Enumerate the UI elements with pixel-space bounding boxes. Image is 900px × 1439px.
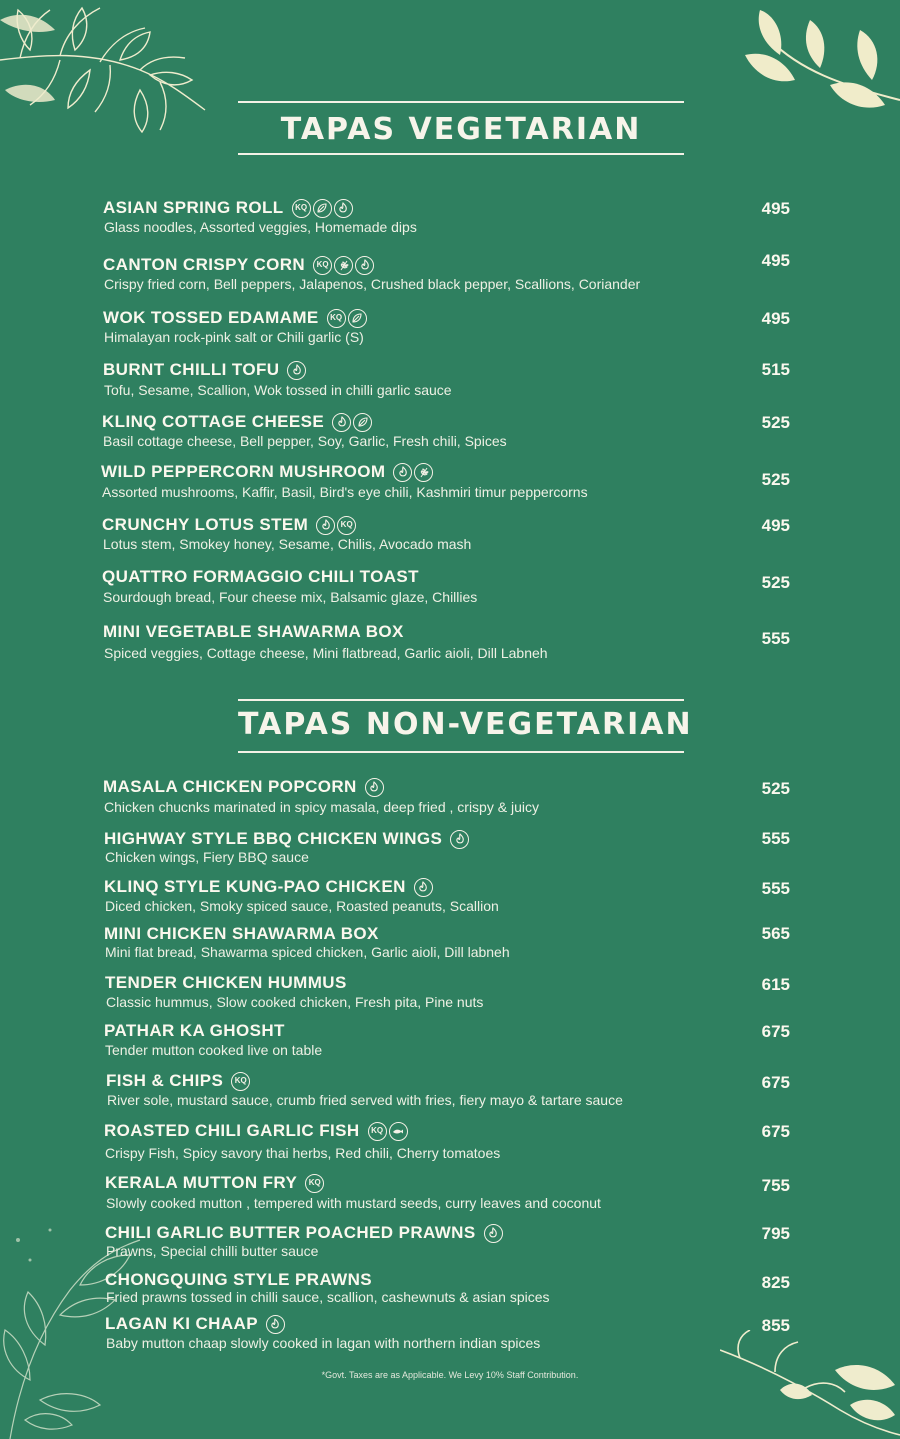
item-price: 555: [761, 879, 790, 898]
chili-icon: [355, 256, 374, 275]
item-description: Tofu, Sesame, Scallion, Wok tossed in chilli garlic sauce: [104, 382, 452, 398]
item-price: 675: [761, 1022, 790, 1041]
item-name-text: MINI CHICKEN SHAWARMA BOX: [104, 924, 379, 943]
item-name-text: CRUNCHY LOTUS STEM: [102, 515, 309, 534]
item-name-text: KLINQ STYLE KUNG-PAO CHICKEN: [104, 877, 406, 896]
leaf-icon: [348, 309, 367, 328]
dietary-icons: [450, 830, 469, 849]
kq-badge-icon: KQ: [231, 1072, 250, 1091]
item-name: [105, 1270, 372, 1290]
item-name: [103, 255, 374, 275]
chili-icon: [334, 199, 353, 218]
item-description: Slowly cooked mutton , tempered with mustard seeds, curry leaves and coconut: [106, 1195, 601, 1211]
item-price: 495: [761, 199, 790, 218]
item-description: Basil cottage cheese, Bell pepper, Soy, Garlic, Fresh chili, Spices: [103, 433, 507, 449]
item-name: [104, 924, 379, 944]
dietary-icons: [231, 1072, 250, 1091]
item-description: Diced chicken, Smoky spiced sauce, Roasted peanuts, Scallion: [105, 898, 499, 914]
item-name-text: ASIAN SPRING ROLL: [103, 198, 284, 217]
dietary-icons: [313, 256, 374, 275]
kq-badge-icon: KQ: [305, 1174, 324, 1193]
chili-icon: [287, 361, 306, 380]
item-price: 565: [761, 924, 790, 943]
item-price: 795: [761, 1224, 790, 1243]
dietary-icons: [368, 1122, 408, 1141]
dietary-icons: [365, 778, 384, 797]
item-name-text: CHONGQUING STYLE PRAWNS: [105, 1270, 373, 1289]
item-name-text: FISH & CHIPS: [106, 1071, 224, 1090]
chili-icon: [414, 878, 433, 897]
item-description: Crispy fried corn, Bell peppers, Jalapenos, Crushed black pepper, Scallions, Coriander: [104, 276, 641, 292]
item-name: [101, 462, 433, 482]
chili-icon: [365, 778, 384, 797]
item-name: [105, 973, 347, 993]
section-header-non-vegetarian: [238, 699, 693, 753]
leaf-icon: [353, 413, 372, 432]
item-price: 675: [761, 1122, 790, 1141]
leaf-decoration-top-right: [740, 0, 900, 140]
chili-icon: [484, 1224, 503, 1243]
item-name-text: MINI VEGETABLE SHAWARMA BOX: [103, 622, 404, 641]
item-description: Crispy Fish, Spicy savory thai herbs, Red chili, Cherry tomatoes: [105, 1145, 501, 1161]
item-description: Assorted mushrooms, Kaffir, Basil, Bird's eye chili, Kashmiri timur peppercorns: [102, 484, 588, 500]
chili-icon: [266, 1315, 285, 1334]
item-name: [106, 1071, 250, 1091]
item-name: [103, 777, 384, 797]
fish-icon: [389, 1122, 408, 1141]
item-description: Chicken wings, Fiery BBQ sauce: [105, 849, 309, 865]
item-description: Classic hummus, Slow cooked chicken, Fresh pita, Pine nuts: [106, 994, 484, 1010]
dietary-icons: [484, 1224, 503, 1243]
item-price: 495: [761, 251, 790, 270]
item-name: [105, 1173, 324, 1193]
item-price: 855: [761, 1316, 790, 1335]
item-description: River sole, mustard sauce, crumb fried served with fries, fiery mayo & tartare sauce: [107, 1092, 623, 1108]
item-name-text: CANTON CRISPY CORN: [103, 255, 306, 274]
item-name-text: WILD PEPPERCORN MUSHROOM: [101, 462, 386, 481]
kq-badge-icon: KQ: [368, 1122, 387, 1141]
dietary-icons: [327, 309, 367, 328]
item-price: 525: [761, 573, 790, 592]
section-title: TAPAS NON-VEGETARIAN: [238, 707, 693, 742]
item-name: [102, 567, 419, 587]
item-name: [103, 308, 367, 328]
dietary-icons: [292, 199, 353, 218]
item-price: 525: [761, 413, 790, 432]
kq-badge-icon: KQ: [292, 199, 311, 218]
item-price: 555: [761, 629, 790, 648]
dietary-icons: [393, 463, 433, 482]
leaf-decoration-top-left: [0, 0, 210, 160]
item-name-text: MASALA CHICKEN POPCORN: [103, 777, 357, 796]
item-name-text: TENDER CHICKEN HUMMUS: [105, 973, 347, 992]
dietary-icons: [332, 413, 372, 432]
item-price: 615: [761, 975, 790, 994]
item-description: Prawns, Special chilli butter sauce: [106, 1243, 319, 1259]
item-name: [103, 360, 306, 380]
item-name: [104, 1021, 285, 1041]
item-price: 525: [761, 779, 790, 798]
item-price: 555: [761, 829, 790, 848]
wheat-icon: [414, 463, 433, 482]
dietary-icons: [305, 1174, 324, 1193]
item-name: [103, 622, 404, 642]
item-name: [104, 1121, 408, 1141]
item-description: Chicken chucnks marinated in spicy masala, deep fried , crispy & juicy: [104, 799, 539, 815]
item-description: Mini flat bread, Shawarma spiced chicken, Garlic aioli, Dill labneh: [105, 944, 510, 960]
item-name: [105, 1223, 503, 1243]
tax-footnote: *Govt. Taxes are as Applicable. We Levy 10% Staff Contribution.: [321, 1370, 579, 1380]
kq-badge-icon: KQ: [327, 309, 346, 328]
item-description: Sourdough bread, Four cheese mix, Balsamic glaze, Chillies: [103, 589, 478, 605]
item-name: [103, 198, 353, 218]
item-description: Spiced veggies, Cottage cheese, Mini flatbread, Garlic aioli, Dill Labneh: [104, 645, 548, 661]
item-name: [105, 1314, 285, 1334]
section-header-vegetarian: [238, 101, 684, 155]
item-name-text: LAGAN KI CHAAP: [105, 1314, 258, 1333]
item-name-text: HIGHWAY STYLE BBQ CHICKEN WINGS: [104, 829, 443, 848]
item-description: Fried prawns tossed in chilli sauce, scallion, cashewnuts & asian spices: [106, 1289, 550, 1305]
item-name-text: KERALA MUTTON FRY: [105, 1173, 298, 1192]
leaf-icon: [313, 199, 332, 218]
section-title: TAPAS VEGETARIAN: [280, 112, 642, 147]
item-name: [104, 829, 469, 849]
item-name: [102, 515, 356, 535]
chili-icon: [332, 413, 351, 432]
item-price: 825: [761, 1273, 790, 1292]
item-price: 515: [761, 360, 790, 379]
chili-icon: [316, 516, 335, 535]
item-name-text: WOK TOSSED EDAMAME: [103, 308, 319, 327]
kq-badge-icon: KQ: [337, 516, 356, 535]
dietary-icons: [287, 361, 306, 380]
item-description: Lotus stem, Smokey honey, Sesame, Chilis, Avocado mash: [103, 536, 472, 552]
item-price: 495: [761, 516, 790, 535]
item-price: 495: [761, 309, 790, 328]
item-name-text: PATHAR KA GHOSHT: [104, 1021, 285, 1040]
item-price: 675: [761, 1073, 790, 1092]
item-description: Himalayan rock-pink salt or Chili garlic (S): [104, 329, 364, 345]
kq-badge-icon: KQ: [313, 256, 332, 275]
dietary-icons: [266, 1315, 285, 1334]
item-description: Baby mutton chaap slowly cooked in lagan with northern indian spices: [106, 1335, 541, 1351]
item-name: [104, 877, 433, 897]
item-name-text: BURNT CHILLI TOFU: [103, 360, 280, 379]
item-name-text: QUATTRO FORMAGGIO CHILI TOAST: [102, 567, 419, 586]
item-name-text: ROASTED CHILI GARLIC FISH: [104, 1121, 360, 1140]
item-description: Glass noodles, Assorted veggies, Homemade dips: [104, 219, 417, 235]
dietary-icons: [414, 878, 433, 897]
item-name-text: KLINQ COTTAGE CHEESE: [102, 412, 325, 431]
wheat-icon: [334, 256, 353, 275]
item-price: 525: [761, 470, 790, 489]
chili-icon: [393, 463, 412, 482]
item-name: [102, 412, 372, 432]
chili-icon: [450, 830, 469, 849]
item-description: Tender mutton cooked live on table: [105, 1042, 323, 1058]
leaf-decoration-bottom-right: [720, 1330, 900, 1439]
item-price: 755: [761, 1176, 790, 1195]
dietary-icons: [316, 516, 356, 535]
item-name-text: CHILI GARLIC BUTTER POACHED PRAWNS: [105, 1223, 476, 1242]
